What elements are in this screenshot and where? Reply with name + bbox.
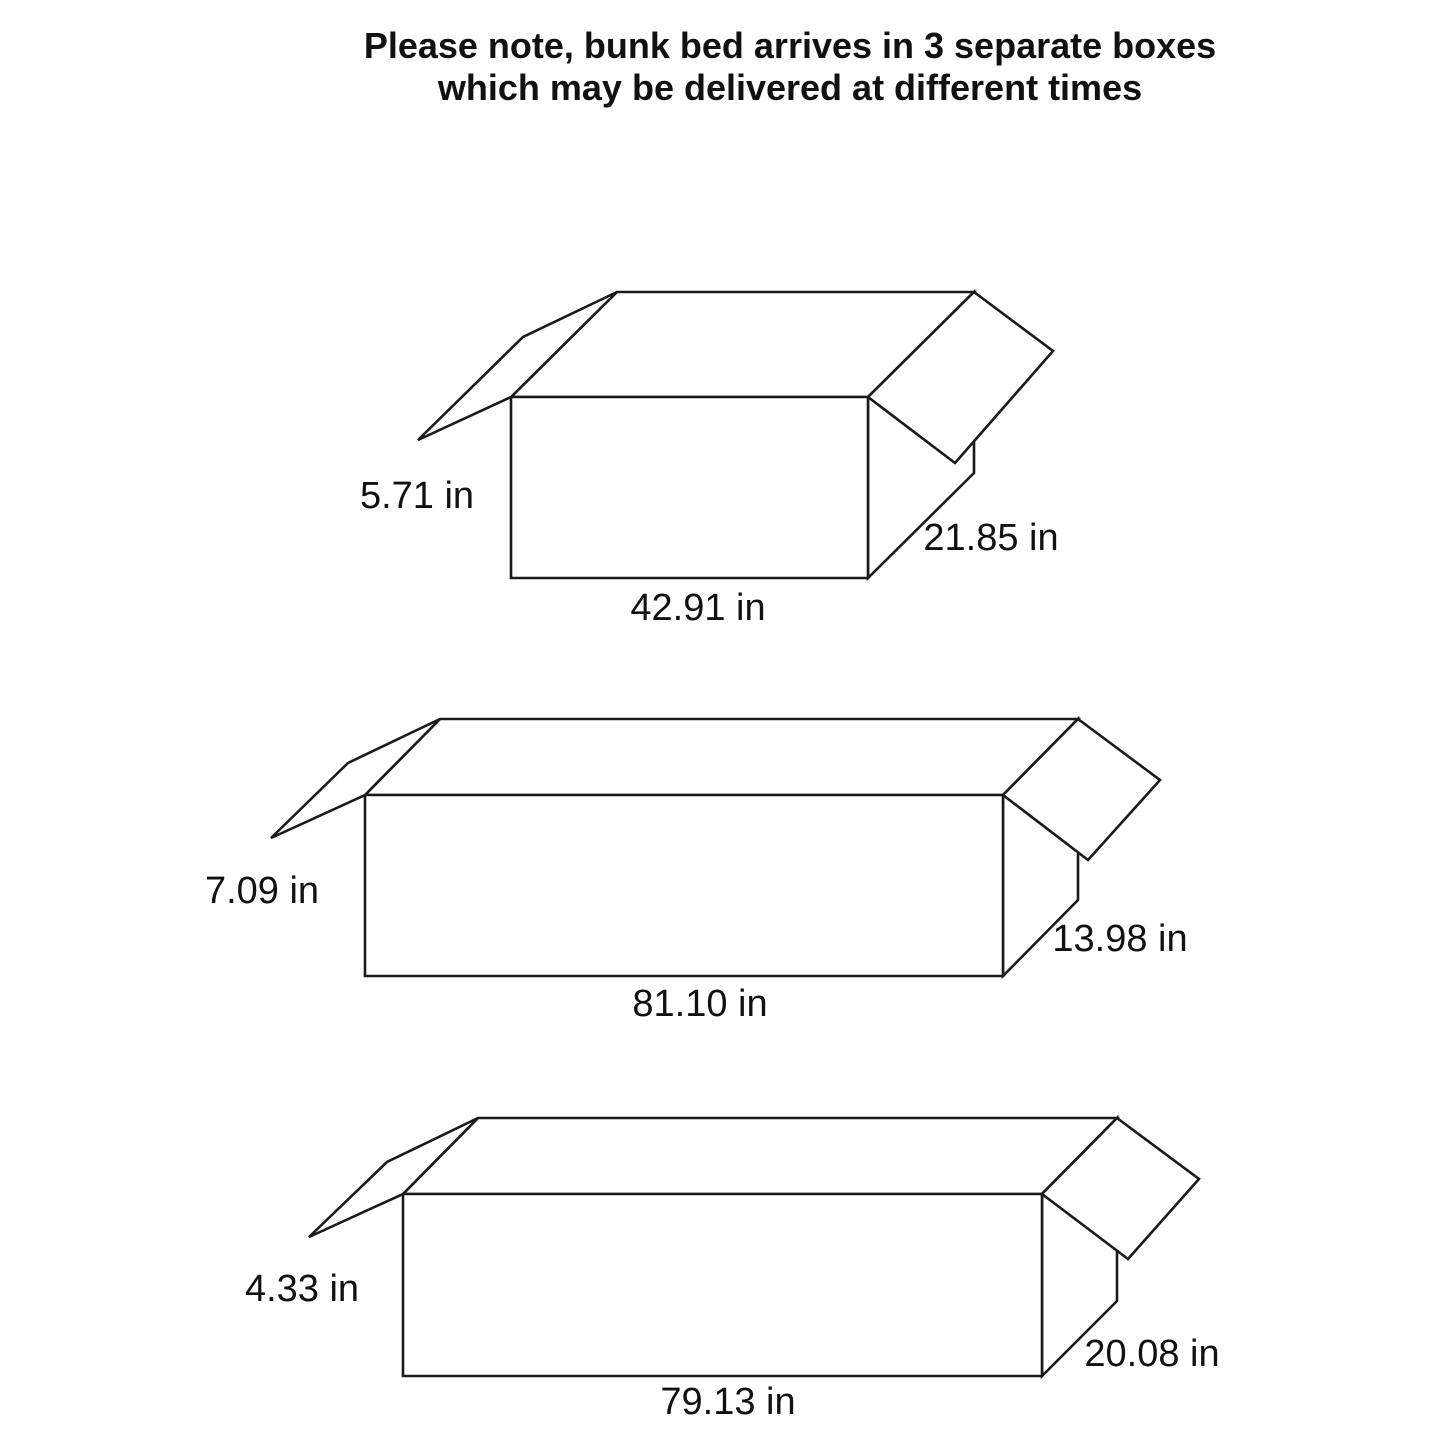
box-1-front-face: [511, 397, 868, 578]
box-2-height-label: 7.09 in: [204, 870, 320, 912]
box-3-top-face: [403, 1118, 1117, 1194]
box-1-height-label: 5.71 in: [359, 475, 475, 517]
box-2-depth-label: 13.98 in: [1052, 918, 1188, 960]
box-1-depth-label: 21.85 in: [923, 517, 1059, 559]
box-3-front-face: [403, 1194, 1042, 1376]
title-line-2: which may be delivered at different times: [437, 67, 1143, 108]
box-1-drawing: [360, 292, 1059, 629]
box-3-depth-label: 20.08 in: [1084, 1333, 1220, 1375]
box-2-drawing: [205, 719, 1188, 1025]
box-1-width-label: 42.91 in: [630, 587, 766, 629]
box-2-width-label: 81.10 in: [632, 983, 768, 1025]
box-2-front-face: [365, 795, 1003, 976]
box-2-top-face: [365, 719, 1078, 795]
box-3-width-label: 79.13 in: [660, 1381, 796, 1423]
title-line-1: Please note, bunk bed arrives in 3 separate boxes: [363, 25, 1217, 66]
box-3-height-label: 4.33 in: [244, 1268, 360, 1310]
box-3-drawing: [245, 1118, 1220, 1423]
